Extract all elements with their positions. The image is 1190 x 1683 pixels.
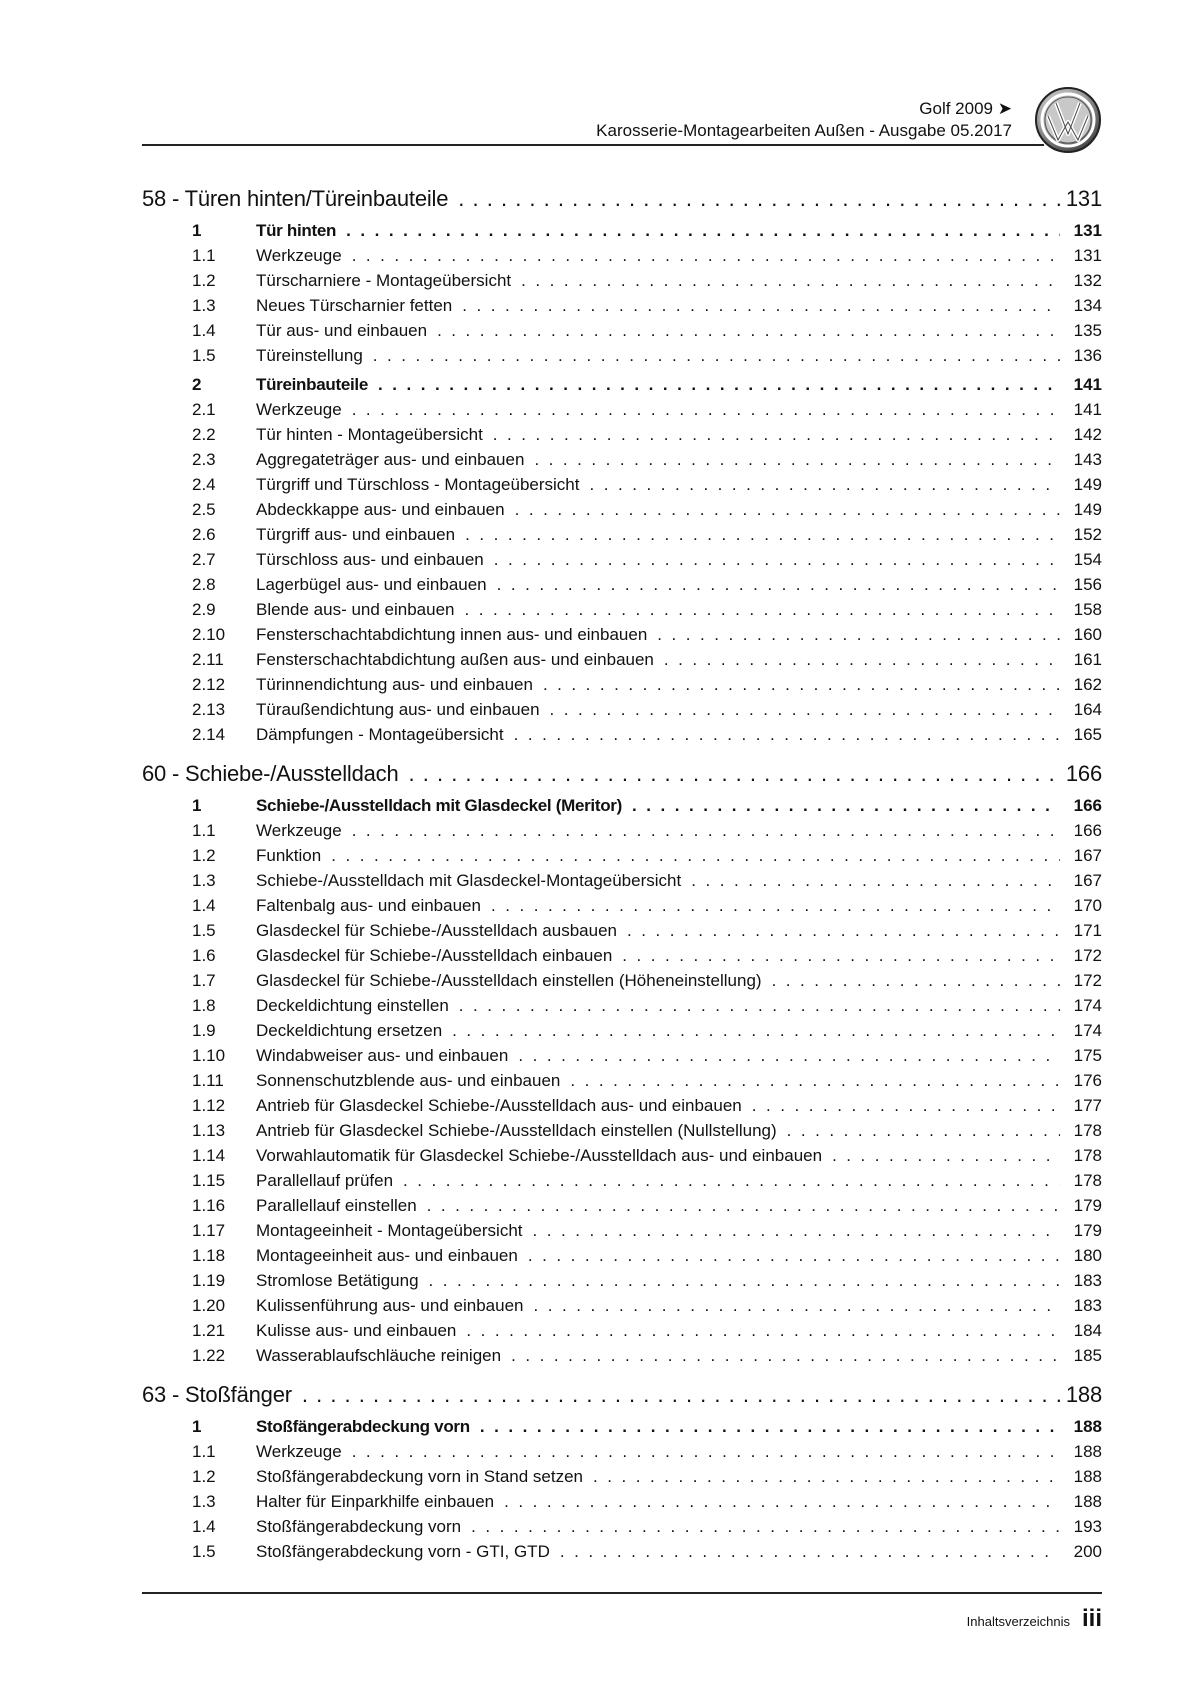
entry-page: 172 [1073, 971, 1102, 990]
toc-chapter-entry[interactable] [142, 793, 1102, 818]
entry-number: 2.4 [192, 475, 216, 494]
entry-page: 134 [1073, 296, 1102, 315]
entry-title: Glasdeckel für Schiebe-/Ausstelldach ausbauen [256, 921, 617, 940]
arrow-icon: ➤ [997, 99, 1012, 118]
section-title: 58 - Türen hinten/Türeinbauteile [142, 186, 449, 211]
entry-page: 166 [1073, 796, 1102, 815]
toc-entry[interactable] [142, 697, 1102, 722]
dot-leader [533, 1218, 1061, 1243]
toc-entry[interactable] [142, 622, 1102, 647]
toc-entry[interactable] [142, 1093, 1102, 1118]
entry-page: 188 [1073, 1417, 1102, 1436]
toc-section [142, 759, 1102, 1368]
entry-page: 141 [1073, 375, 1102, 394]
toc-entry[interactable] [142, 243, 1102, 268]
entry-page: 179 [1073, 1221, 1102, 1240]
entry-page: 162 [1073, 675, 1102, 694]
entry-title: Tür hinten [256, 221, 337, 240]
entry-title: Parallellauf prüfen [256, 1171, 394, 1190]
entry-number: 1.3 [192, 871, 216, 890]
entry-page: 180 [1073, 1246, 1102, 1265]
dot-leader [772, 968, 1060, 993]
toc-entry[interactable] [142, 1268, 1102, 1293]
entry-number: 1.9 [192, 1021, 216, 1040]
dot-leader [691, 868, 1060, 893]
section-heading[interactable] [142, 1380, 1102, 1410]
entry-number: 1.11 [192, 1071, 224, 1090]
entry-page: 179 [1073, 1196, 1102, 1215]
entry-number: 2.10 [192, 625, 226, 644]
entry-number: 1.2 [192, 271, 216, 290]
dot-leader [491, 893, 1060, 918]
toc-entry[interactable] [142, 993, 1102, 1018]
dot-leader [403, 1168, 1060, 1193]
entry-title: Aggregateträger aus- und einbauen [256, 450, 525, 469]
entry-number: 2.11 [192, 650, 224, 669]
entry-page: 174 [1073, 1021, 1102, 1040]
entry-title: Kulisse aus- und einbauen [256, 1321, 457, 1340]
entry-title: Werkzeuge [256, 400, 342, 419]
dot-leader [427, 1193, 1060, 1218]
entry-number: 1.17 [192, 1221, 226, 1240]
footer-label: Inhaltsverzeichnis [966, 1614, 1070, 1629]
entry-number: 2.7 [192, 550, 216, 569]
entry-page: 154 [1073, 550, 1102, 569]
entry-title: Lagerbügel aus- und einbauen [256, 575, 487, 594]
entry-page: 158 [1073, 600, 1102, 619]
toc-entry[interactable] [142, 672, 1102, 697]
entry-title: Deckeldichtung ersetzen [256, 1021, 443, 1040]
entry-title: Stoßfängerabdeckung vorn in Stand setzen [256, 1467, 583, 1486]
entry-page: 188 [1073, 1492, 1102, 1511]
footer-page-number: iii [1081, 1605, 1102, 1632]
entry-page: 131 [1073, 221, 1102, 240]
entry-title: Vorwahlautomatik für Glasdeckel Schiebe-/Ausstelldach aus- und einbauen [256, 1146, 823, 1165]
entry-title: Dämpfungen - Montageübersicht [256, 725, 504, 744]
entry-number: 1.5 [192, 1542, 216, 1561]
entry-page: 131 [1073, 246, 1102, 265]
dot-leader [302, 1380, 1060, 1410]
dot-leader [514, 722, 1060, 747]
entry-number: 1.2 [192, 846, 216, 865]
toc-entry[interactable] [142, 722, 1102, 747]
entry-title: Türeinstellung [256, 346, 363, 365]
entry-title: Funktion [256, 846, 322, 865]
model-name: Golf 2009 [919, 99, 994, 118]
section-heading[interactable] [142, 759, 1102, 789]
dot-leader [378, 372, 1060, 397]
header-text [596, 98, 1012, 142]
entry-page: 142 [1073, 425, 1102, 444]
toc-entry[interactable] [142, 1293, 1102, 1318]
table-of-contents [142, 184, 1102, 1564]
dot-leader [352, 243, 1060, 268]
entry-number: 1.13 [192, 1121, 226, 1140]
toc-entry[interactable] [142, 1143, 1102, 1168]
toc-entry[interactable] [142, 893, 1102, 918]
entry-number: 1.5 [192, 346, 216, 365]
toc-entry[interactable] [142, 1168, 1102, 1193]
page-header [142, 86, 1102, 146]
entry-title: Faltenbalg aus- und einbauen [256, 896, 481, 915]
dot-leader [331, 843, 1060, 868]
footer-rule [142, 1592, 1102, 1594]
entry-title: Stromlose Betätigung [256, 1271, 419, 1290]
dot-leader [593, 1464, 1060, 1489]
dot-leader [664, 647, 1060, 672]
toc-entry[interactable] [142, 843, 1102, 868]
entry-number: 1.22 [192, 1346, 226, 1365]
dot-leader [409, 759, 1060, 789]
dot-leader [462, 293, 1060, 318]
toc-entry[interactable] [142, 1464, 1102, 1489]
entry-page: 188 [1073, 1467, 1102, 1486]
entry-title: Kulissenführung aus- und einbauen [256, 1296, 524, 1315]
toc-chapter-entry[interactable] [142, 218, 1102, 243]
toc-entry[interactable] [142, 1218, 1102, 1243]
entry-number: 1.7 [192, 971, 216, 990]
toc-entry[interactable] [142, 597, 1102, 622]
entry-title: Deckeldichtung einstellen [256, 996, 449, 1015]
dot-leader [352, 818, 1060, 843]
toc-entry[interactable] [142, 1193, 1102, 1218]
toc-entry[interactable] [142, 1439, 1102, 1464]
entry-number: 2.8 [192, 575, 216, 594]
entry-page: 164 [1073, 700, 1102, 719]
dot-leader [521, 268, 1060, 293]
entry-number: 2.1 [192, 400, 216, 419]
entry-page: 193 [1073, 1517, 1102, 1536]
dot-leader [752, 1093, 1060, 1118]
dot-leader [533, 1293, 1060, 1318]
entry-number: 1.1 [192, 246, 216, 265]
section-title: 63 - Stoßfänger [142, 1382, 292, 1407]
entry-page: 170 [1073, 896, 1102, 915]
entry-title: Glasdeckel für Schiebe-/Ausstelldach einbauen [256, 946, 613, 965]
dot-leader [465, 522, 1060, 547]
entry-page: 167 [1073, 846, 1102, 865]
entry-title: Türgriff aus- und einbauen [256, 525, 456, 544]
toc-entry[interactable] [142, 572, 1102, 597]
entry-title: Halter für Einparkhilfe einbauen [256, 1492, 495, 1511]
toc-entry[interactable] [142, 1018, 1102, 1043]
page-footer [967, 1605, 1102, 1633]
entry-number: 2.6 [192, 525, 216, 544]
entry-page: 172 [1073, 946, 1102, 965]
toc-entry[interactable] [142, 268, 1102, 293]
entry-number: 1.21 [192, 1321, 226, 1340]
entry-title: Wasserablaufschläuche reinigen [256, 1346, 502, 1365]
entry-number: 1.12 [192, 1096, 226, 1115]
entry-number: 2.2 [192, 425, 216, 444]
entry-number: 1 [192, 221, 202, 240]
entry-number: 2.9 [192, 600, 216, 619]
dot-leader [534, 447, 1060, 472]
entry-title: Türschloss aus- und einbauen [256, 550, 484, 569]
dot-leader [352, 1439, 1060, 1464]
entry-number: 1.5 [192, 921, 216, 940]
entry-page: 167 [1073, 871, 1102, 890]
toc-entry[interactable] [142, 1489, 1102, 1514]
toc-entry[interactable] [142, 547, 1102, 572]
entry-title: Türaußendichtung aus- und einbauen [256, 700, 540, 719]
header-subtitle: Karosserie-Montagearbeiten Außen - Ausgabe 05.2017 [596, 121, 1012, 140]
entry-page: 183 [1073, 1296, 1102, 1315]
entry-page: 156 [1073, 575, 1102, 594]
entry-title: Parallellauf einstellen [256, 1196, 417, 1215]
toc-entry[interactable] [142, 397, 1102, 422]
entry-number: 1.4 [192, 896, 216, 915]
entry-title: Blende aus- und einbauen [256, 600, 455, 619]
toc-entry[interactable] [142, 343, 1102, 368]
entry-title: Werkzeuge [256, 1442, 342, 1461]
dot-leader [787, 1118, 1060, 1143]
toc-entry[interactable] [142, 1068, 1102, 1093]
toc-entry[interactable] [142, 1043, 1102, 1068]
entry-page: 171 [1073, 921, 1102, 940]
dot-leader [627, 918, 1060, 943]
dot-leader [452, 1018, 1060, 1043]
entry-number: 1.18 [192, 1246, 226, 1265]
dot-leader [550, 697, 1060, 722]
vw-logo-icon [1034, 86, 1102, 154]
dot-leader [528, 1243, 1060, 1268]
entry-page: 177 [1073, 1096, 1102, 1115]
entry-number: 1.10 [192, 1046, 226, 1065]
dot-leader [466, 1318, 1060, 1343]
entry-title: Fensterschachtabdichtung außen aus- und einbauen [256, 650, 654, 669]
entry-page: 175 [1073, 1046, 1102, 1065]
dot-leader [429, 1268, 1060, 1293]
entry-page: 135 [1073, 321, 1102, 340]
dot-leader [511, 1343, 1060, 1368]
entry-number: 1.4 [192, 321, 216, 340]
entry-page: 143 [1073, 450, 1102, 469]
toc-entry[interactable] [142, 1514, 1102, 1539]
entry-number: 2.13 [192, 700, 226, 719]
entry-title: Stoßfängerabdeckung vorn [256, 1517, 462, 1536]
dot-leader [493, 422, 1060, 447]
entry-page: 174 [1073, 996, 1102, 1015]
entry-title: Sonnenschutzblende aus- und einbauen [256, 1071, 561, 1090]
entry-title: Glasdeckel für Schiebe-/Ausstelldach einstellen (Höheneinstellung) [256, 971, 762, 990]
entry-number: 1.14 [192, 1146, 226, 1165]
dot-leader [832, 1143, 1060, 1168]
entry-page: 178 [1073, 1146, 1102, 1165]
entry-title: Türinnendichtung aus- und einbauen [256, 675, 533, 694]
toc-entry[interactable] [142, 818, 1102, 843]
entry-page: 183 [1073, 1271, 1102, 1290]
entry-title: Schiebe-/Ausstelldach mit Glasdeckel-Montageübersicht [256, 871, 682, 890]
entry-title: Montageeinheit aus- und einbauen [256, 1246, 518, 1265]
dot-leader [465, 597, 1061, 622]
dot-leader [471, 1514, 1060, 1539]
entry-number: 1 [192, 796, 202, 815]
entry-page: 185 [1073, 1346, 1102, 1365]
toc-section [142, 1380, 1102, 1564]
toc-entry[interactable] [142, 943, 1102, 968]
entry-page: 166 [1073, 821, 1102, 840]
toc-entry[interactable] [142, 1118, 1102, 1143]
toc-entry[interactable] [142, 1243, 1102, 1268]
entry-title: Montageeinheit - Montageübersicht [256, 1221, 523, 1240]
header-model [596, 98, 1012, 120]
dot-leader [543, 672, 1060, 697]
dot-leader [352, 397, 1060, 422]
entry-title: Fensterschachtabdichtung innen aus- und einbauen [256, 625, 648, 644]
entry-number: 2.14 [192, 725, 226, 744]
entry-number: 1.4 [192, 1517, 216, 1536]
entry-title: Werkzeuge [256, 246, 342, 265]
entry-number: 1.3 [192, 296, 216, 315]
entry-page: 176 [1073, 1071, 1102, 1090]
entry-title: Tür aus- und einbauen [256, 321, 428, 340]
entry-number: 1.15 [192, 1171, 226, 1190]
dot-leader [437, 318, 1060, 343]
entry-page: 132 [1073, 271, 1102, 290]
entry-number: 1.6 [192, 946, 216, 965]
dot-leader [518, 1043, 1060, 1068]
entry-page: 184 [1073, 1321, 1102, 1340]
entry-title: Werkzeuge [256, 821, 342, 840]
entry-number: 1.19 [192, 1271, 226, 1290]
dot-leader [459, 993, 1060, 1018]
toc-entry[interactable] [142, 472, 1102, 497]
dot-leader [480, 1414, 1060, 1439]
entry-title: Tür hinten - Montageübersicht [256, 425, 483, 444]
entry-title: Türscharniere - Montageübersicht [256, 271, 512, 290]
section-page: 166 [1065, 761, 1102, 786]
entry-page: 149 [1073, 500, 1102, 519]
toc-entry[interactable] [142, 293, 1102, 318]
entry-page: 136 [1073, 346, 1102, 365]
toc-entry[interactable] [142, 422, 1102, 447]
section-title: 60 - Schiebe-/Ausstelldach [142, 761, 399, 786]
toc-entry[interactable] [142, 447, 1102, 472]
entry-number: 1 [192, 1417, 202, 1436]
entry-page: 178 [1073, 1121, 1102, 1140]
entry-number: 1.2 [192, 1467, 216, 1486]
entry-page: 161 [1073, 650, 1102, 669]
section-heading[interactable] [142, 184, 1102, 214]
entry-page: 188 [1073, 1442, 1102, 1461]
dot-leader [504, 1489, 1060, 1514]
dot-leader [346, 218, 1060, 243]
dot-leader [458, 184, 1060, 214]
section-page: 188 [1065, 1382, 1102, 1407]
toc-section [142, 184, 1102, 747]
toc-entry[interactable] [142, 868, 1102, 893]
entry-title: Türgriff und Türschloss - Montageübersicht [256, 475, 580, 494]
toc-entry[interactable] [142, 318, 1102, 343]
entry-number: 1.8 [192, 996, 216, 1015]
dot-leader [373, 343, 1060, 368]
entry-page: 149 [1073, 475, 1102, 494]
dot-leader [632, 793, 1060, 818]
entry-number: 2 [192, 375, 202, 394]
dot-leader [570, 1068, 1060, 1093]
dot-leader [497, 572, 1060, 597]
entry-title: Antrieb für Glasdeckel Schiebe-/Ausstelldach einstellen (Nullstellung) [256, 1121, 777, 1140]
toc-entry[interactable] [142, 497, 1102, 522]
entry-number: 2.3 [192, 450, 216, 469]
entry-title: Türeinbauteile [256, 375, 368, 394]
entry-page: 160 [1073, 625, 1102, 644]
dot-leader [657, 622, 1060, 647]
toc-entry[interactable] [142, 1343, 1102, 1368]
toc-chapter-entry[interactable] [142, 1414, 1102, 1439]
entry-page: 200 [1073, 1542, 1102, 1561]
toc-entry[interactable] [142, 522, 1102, 547]
entry-page: 152 [1073, 525, 1102, 544]
toc-entry[interactable] [142, 918, 1102, 943]
entry-title: Windabweiser aus- und einbauen [256, 1046, 509, 1065]
dot-leader [515, 497, 1060, 522]
entry-number: 1.16 [192, 1196, 226, 1215]
dot-leader [494, 547, 1060, 572]
entry-title: Abdeckkappe aus- und einbauen [256, 500, 505, 519]
entry-page: 178 [1073, 1171, 1102, 1190]
entry-number: 1.1 [192, 821, 216, 840]
entry-page: 141 [1073, 400, 1102, 419]
toc-entry[interactable] [142, 1539, 1102, 1564]
toc-chapter-entry[interactable] [142, 372, 1102, 397]
entry-number: 2.5 [192, 500, 216, 519]
entry-number: 1.3 [192, 1492, 216, 1511]
section-page: 131 [1065, 186, 1102, 211]
header-rule [142, 144, 1044, 146]
entry-number: 1.1 [192, 1442, 216, 1461]
entry-title: Stoßfängerabdeckung vorn - GTI, GTD [256, 1542, 550, 1561]
entry-title: Antrieb für Glasdeckel Schiebe-/Ausstelldach aus- und einbauen [256, 1096, 742, 1115]
dot-leader [589, 472, 1060, 497]
entry-title: Neues Türscharnier fetten [256, 296, 453, 315]
entry-number: 1.20 [192, 1296, 226, 1315]
toc-entry[interactable] [142, 968, 1102, 993]
dot-leader [622, 943, 1060, 968]
toc-entry[interactable] [142, 1318, 1102, 1343]
entry-title: Schiebe-/Ausstelldach mit Glasdeckel (Meritor) [256, 796, 622, 815]
entry-page: 165 [1073, 725, 1102, 744]
dot-leader [560, 1539, 1060, 1564]
entry-number: 2.12 [192, 675, 226, 694]
toc-entry[interactable] [142, 647, 1102, 672]
entry-title: Stoßfängerabdeckung vorn [256, 1417, 470, 1436]
